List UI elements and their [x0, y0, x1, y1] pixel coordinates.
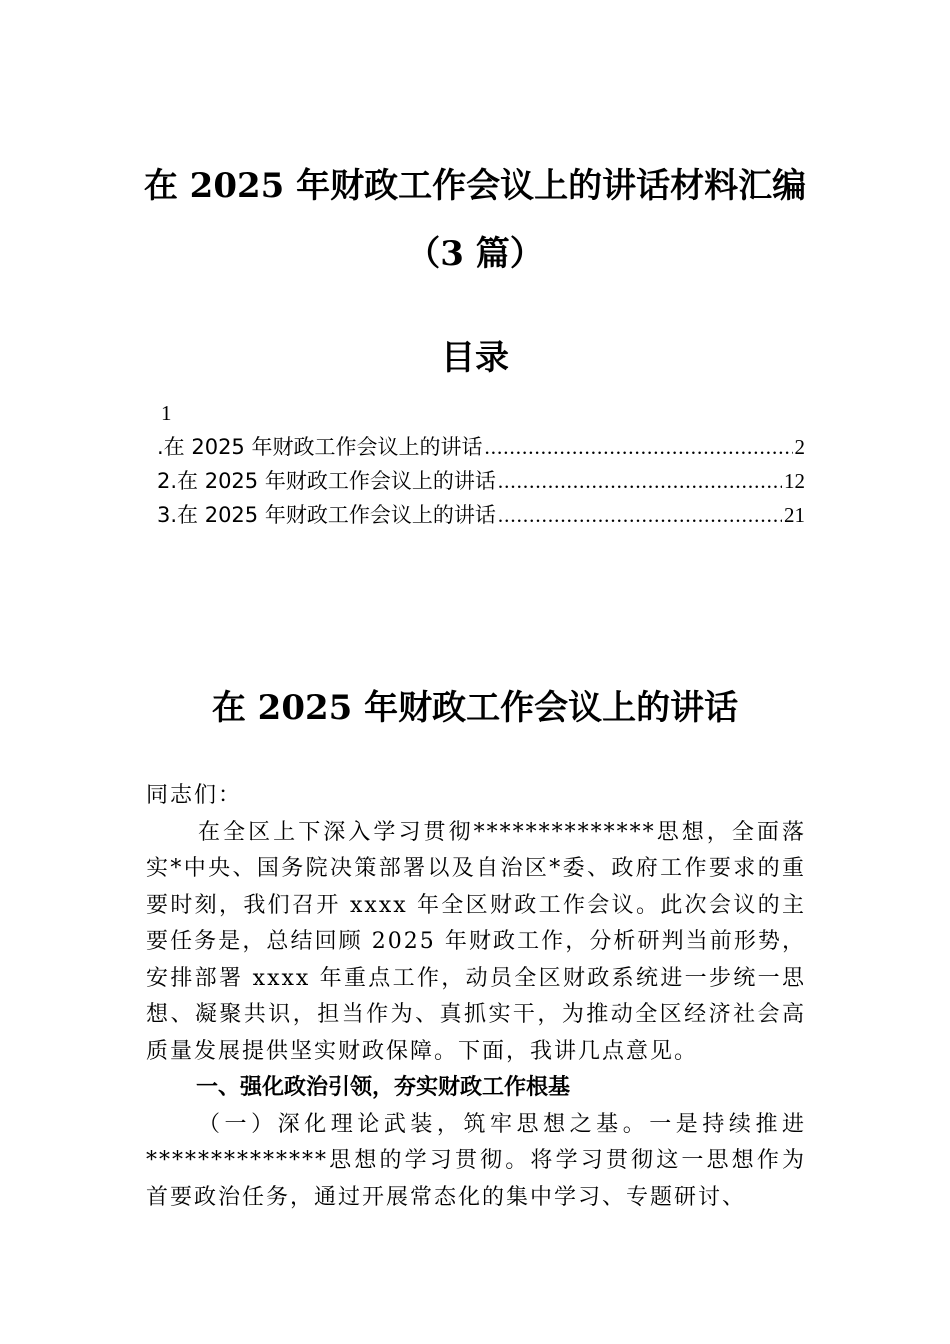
toc-item-1-label: .在 2025 年财政工作会议上的讲话	[157, 435, 483, 459]
paragraph: 在全区上下深入学习贯彻**************思想，全面落实*中央、国务院决策部署以及自治区*委、政府工作要求的重要时刻，我们召开 xxxx 年全区财政工作会议。此次会议的主要任务是，总结回顾 2025 年财政工作，分析研判当前形势，安排部署 xxxx 年重点工作，动员全区财政系统进一步统一思想、凝聚共识，担当作为、真抓实干，为推动全区经济社会高质量发展提供坚实财政保障。下面，我讲几点意见。	[146, 819, 806, 1064]
toc-leader-dots	[498, 498, 782, 532]
toc-item-3-page: 21	[784, 503, 805, 527]
document-title: 在 2025 年财政工作会议上的讲话材料汇编	[143, 166, 807, 206]
toc-item-1-number: 1	[161, 401, 172, 425]
toc-item-1-page: 2	[794, 435, 805, 459]
toc-item-3[interactable]	[157, 498, 805, 532]
table-of-contents	[157, 396, 805, 532]
document-subtitle: （3 篇）	[406, 234, 544, 274]
toc-item-2-page: 12	[784, 469, 805, 493]
speech-title: 在 2025 年财政工作会议上的讲话	[211, 688, 739, 728]
toc-item-1[interactable]	[157, 430, 805, 464]
toc-item-2-label: 2.在 2025 年财政工作会议上的讲话	[157, 469, 496, 493]
salutation: 同志们：	[146, 783, 243, 808]
toc-heading: 目录	[441, 338, 509, 378]
toc-leader-dots	[484, 430, 792, 464]
section-heading: 一、强化政治引领，夯实财政工作根基	[196, 1075, 571, 1100]
toc-item-2[interactable]	[157, 464, 805, 498]
toc-leader-dots	[498, 464, 782, 498]
paragraph: （一）深化理论武装，筑牢思想之基。一是持续推进**************思想的学习贯彻。将学习贯彻这一思想作为首要政治任务，通过开展常态化的集中学习、专题研讨、	[146, 1111, 806, 1210]
speech-body	[146, 778, 806, 1216]
toc-item-3-label: 3.在 2025 年财政工作会议上的讲话	[157, 503, 496, 527]
